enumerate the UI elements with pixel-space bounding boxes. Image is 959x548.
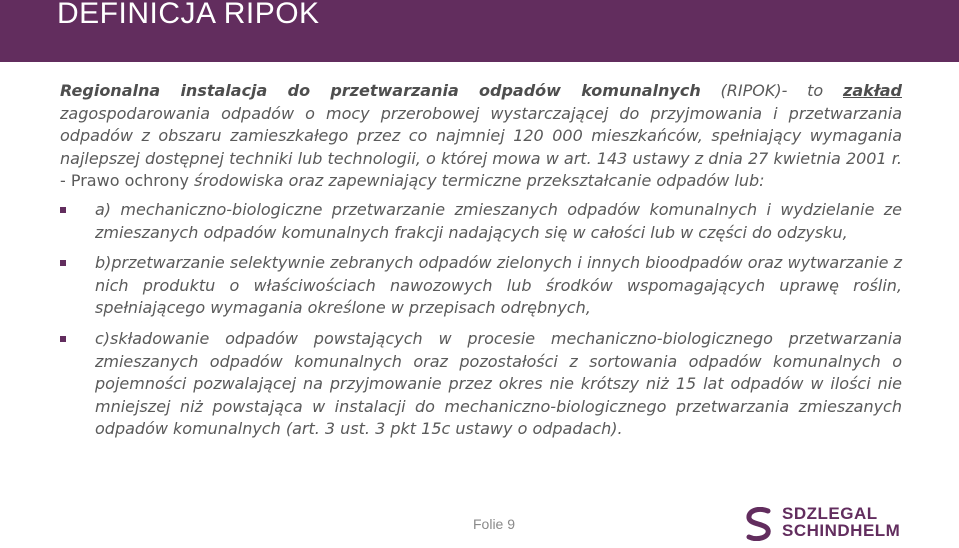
slide-number: Folie 9 <box>473 516 516 532</box>
logo-line-1: SDZLEGAL <box>782 504 878 523</box>
definition-term: Regionalna instalacja do przetwarzania odpadów komunalnych <box>60 81 701 100</box>
definition-abbr: (RIPOK)- to <box>700 81 843 100</box>
logo-mark-icon <box>744 507 774 541</box>
definition-zaklad: zakład <box>843 81 902 100</box>
list-item-text: c)składowanie odpadów powstających w procesie mechaniczno-biologicznego przetwarzania zmieszanych odpadów komunalnych oraz pozostałości z sortowania odpadów komunalnych o pojemności pozwalającej na przyjmowanie przez okres nie krótszy niż 15 lat odpadów w ilości nie mniejszej niż powstająca w instalacji do mechaniczno-biologicznego przetwarzania zmieszanych odpadów komunalnych (art. 3 ust. 3 pkt 15c ustawy o odpadach). <box>95 328 902 439</box>
definition-law-name: - Prawo ochrony <box>60 171 189 191</box>
list-item-text: b)przetwarzanie selektywnie zebranych odpadów zielonych i innych bioodpadów oraz wytwarzanie z nich produktu o właściwościach nawozowych lub środków wspomagających uprawę roślin, spełniającego wymagania określone w przepisach odrębnych, <box>95 253 902 318</box>
slide-content <box>60 80 902 441</box>
slide-title: DEFINICJA RIPOK <box>57 0 320 30</box>
definition-text: zagospodarowania odpadów o mocy przerobowej wystarczającej do przyjmowania i przetwarzania odpadów z obszaru zamieszkałego przez co najmniej 120 000 mieszkańców, spełniający wymagania najlepszej dostępnej techniki lub technologii, o której mowa w art. 143 ustawy z dnia 27 kwietnia 2001 r. <box>60 103 902 168</box>
square-bullet-icon <box>60 260 66 266</box>
list-item <box>60 252 902 320</box>
list-item-text: a) mechaniczno-biologiczne przetwarzanie zmieszanych odpadów komunalnych i wydzielanie ze zmieszanych odpadów komunalnych frakcji nadających się w całości lub w części do odzysku, <box>95 199 902 242</box>
list-item <box>60 328 902 441</box>
square-bullet-icon <box>60 207 66 213</box>
title-bar <box>0 0 959 62</box>
logo-line-2: SCHINDHELM <box>782 521 901 540</box>
definition-text-continued: środowiska oraz zapewniający termiczne przekształcanie odpadów lub: <box>188 171 765 191</box>
definition-list <box>60 199 902 441</box>
square-bullet-icon <box>60 336 66 342</box>
list-item <box>60 199 902 244</box>
definition-paragraph <box>60 80 902 193</box>
company-logo <box>744 505 934 545</box>
logo-text <box>782 505 900 539</box>
